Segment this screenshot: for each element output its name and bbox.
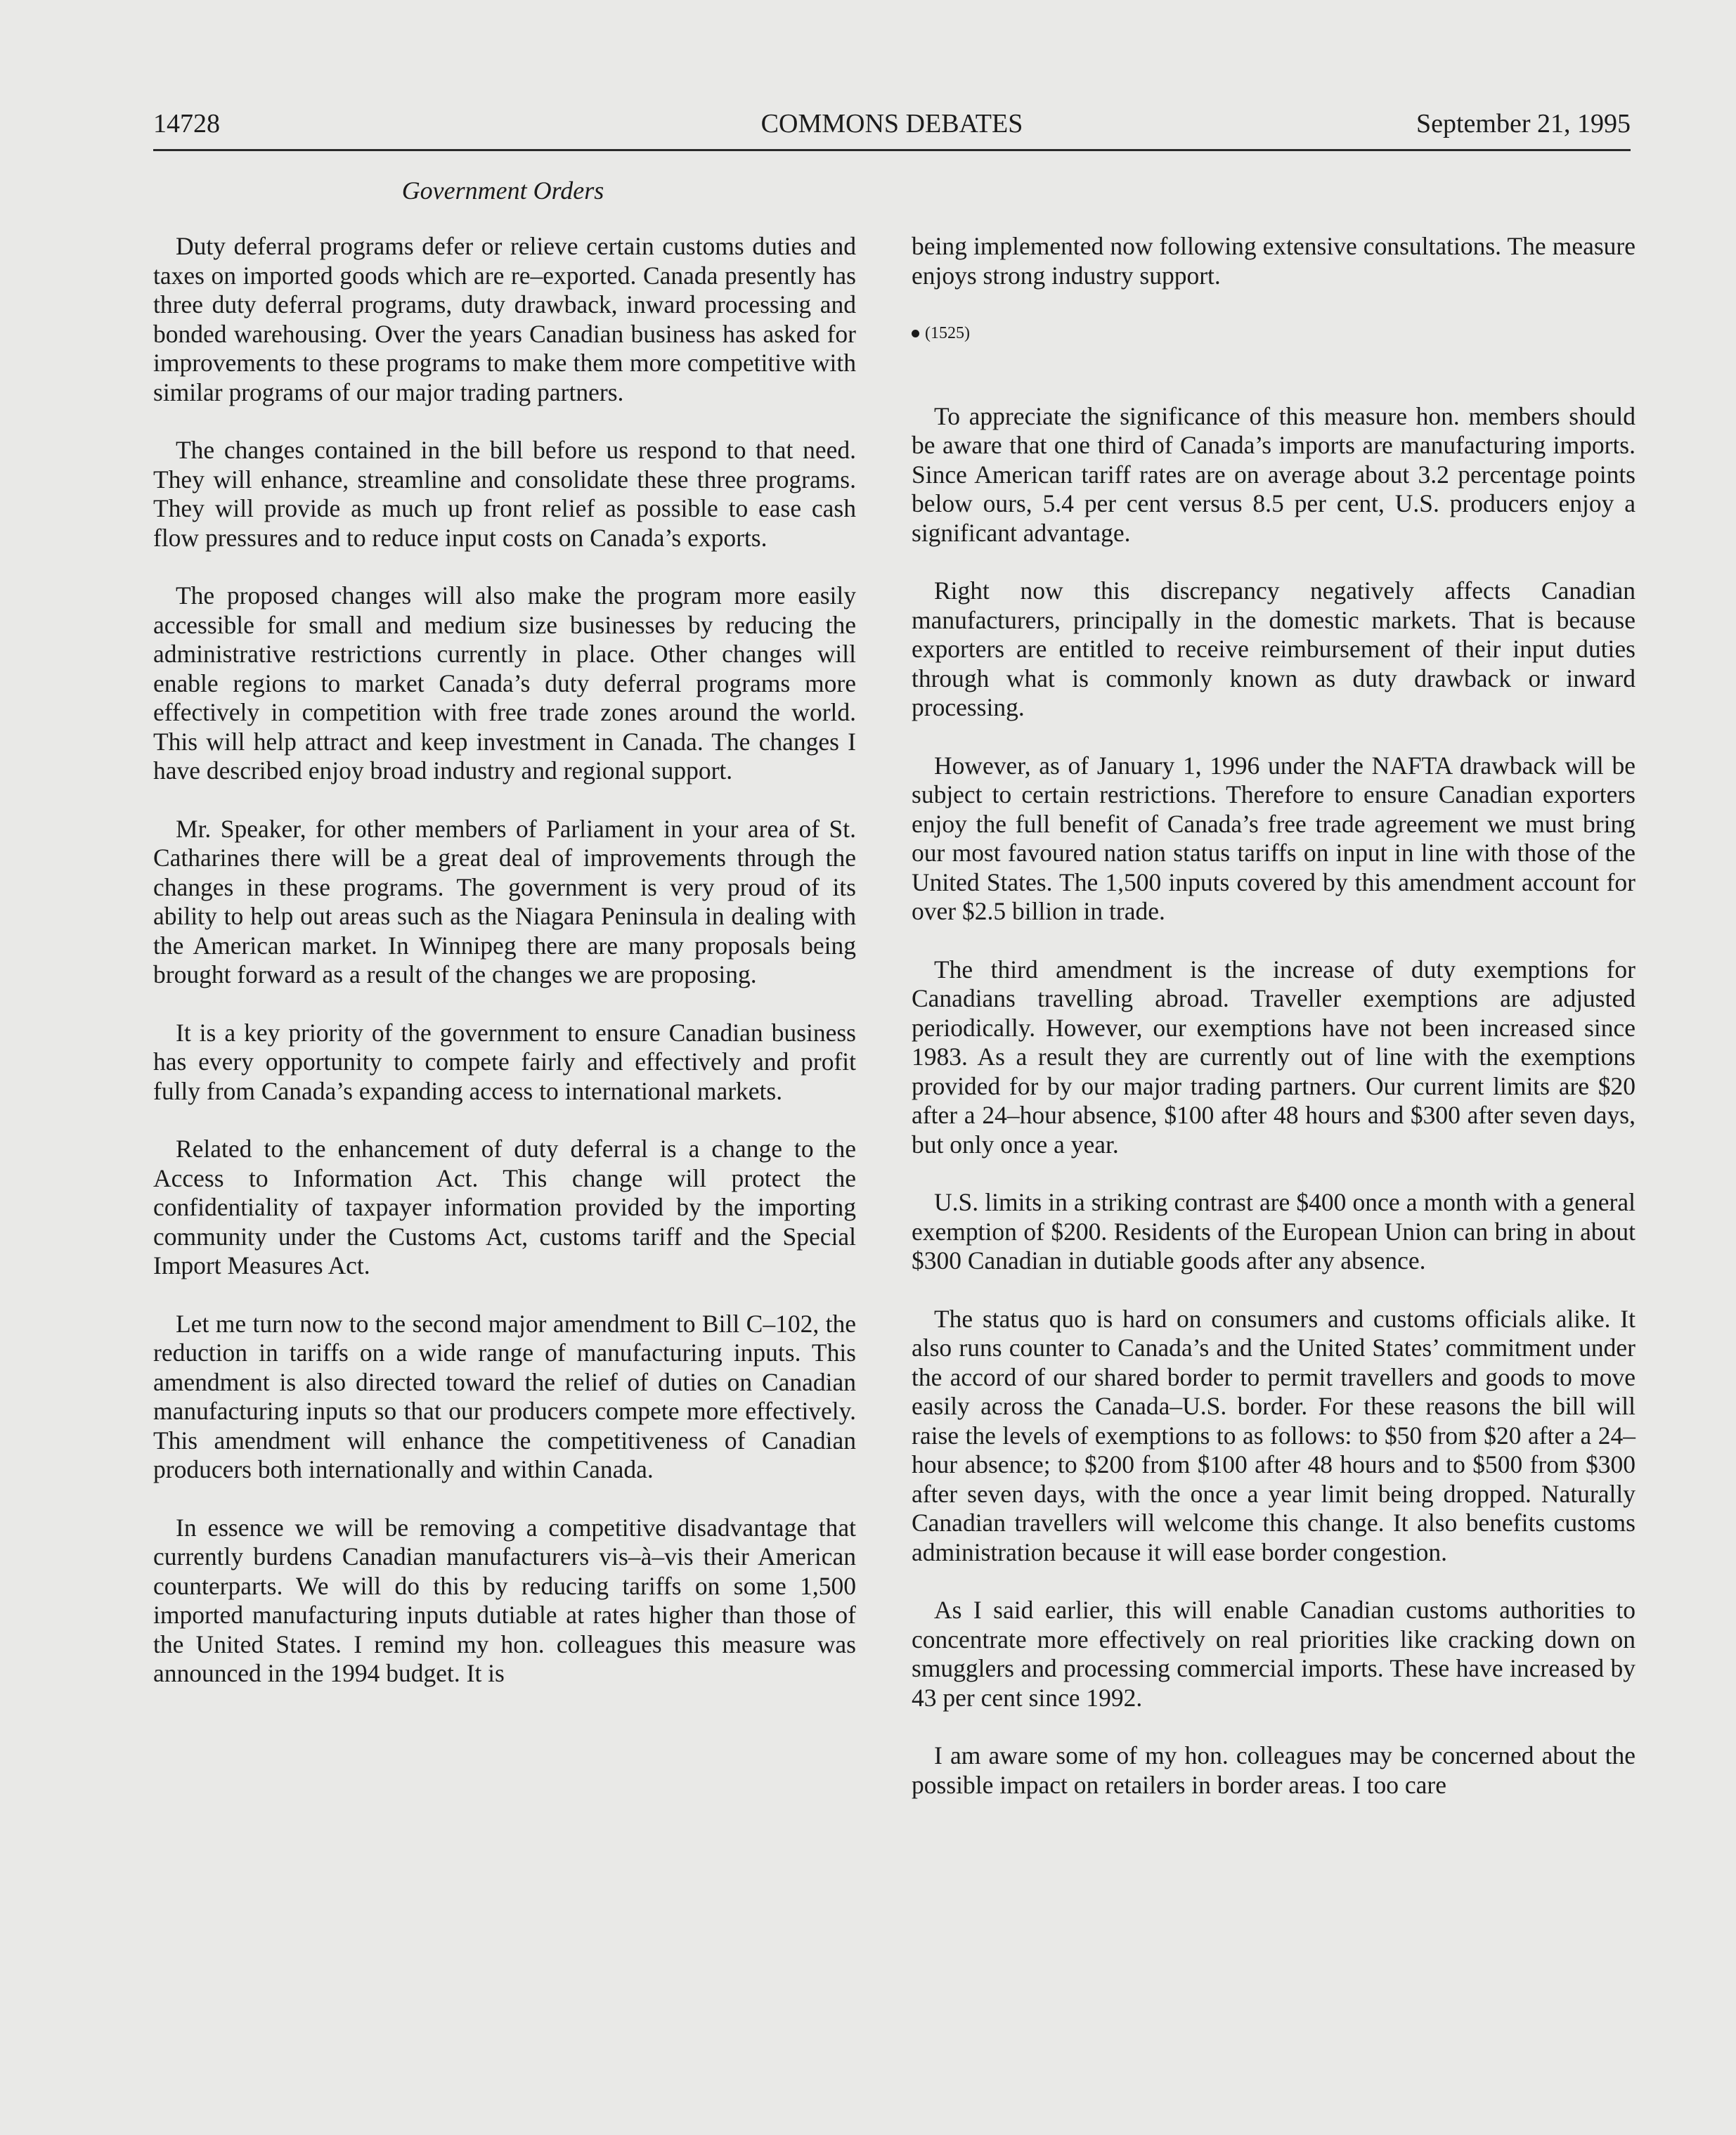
continuation-paragraph: being implemented now following extensive consultations. The measure enjoys strong industry support. bbox=[912, 232, 1635, 290]
paragraph: Related to the enhancement of duty deferral is a change to the Access to Information Act. This change will protect the confidentiality of taxpayer information provided by the importing community under the Customs Act, customs tariff and the Special Import Measures Act. bbox=[153, 1135, 856, 1279]
paragraph: The changes contained in the bill before us respond to that need. They will enhance, streamline and consolidate these three programs. They will provide as much up front relief as possible to ease cash flow pressures and to reduce input costs on Canada’s exports. bbox=[153, 436, 856, 552]
paragraph: However, as of January 1, 1996 under the NAFTA drawback will be subject to certain restrictions. Therefore to ensure Canadian exporters enjoy the full benefit of Canada’s free trade agreement we must bring our most favoured nation status tariffs on input in line with those of the United States. The 1,500 inputs covered by this amendment account for over $2.5 billion in trade. bbox=[912, 751, 1635, 925]
paragraph: Right now this discrepancy negatively affects Canadian manufacturers, principally in the domestic markets. That is because exporters are entitled to receive reimbursement of their input duties through what is commonly known as duty drawback or inward processing. bbox=[912, 576, 1635, 721]
paragraph: Mr. Speaker, for other members of Parliament in your area of St. Catharines there will be a great deal of improvements through the changes in these programs. The government is very proud of its ability to help out areas such as the Niagara Peninsula in dealing with the American market. In Winnipeg there are many proposals being brought forward as a result of the changes we are proposing. bbox=[153, 814, 856, 988]
publication-title: COMMONS DEBATES bbox=[760, 109, 1023, 138]
paragraph: Let me turn now to the second major amendment to Bill C–102, the reduction in tariffs on a wide range of manufacturing inputs. This amendment is also directed toward the relief of duties on Canadian manufacturing inputs so that our producers compete more effectively. This amendment will enhance the competitiveness of Canadian producers both internationally and within Canada. bbox=[153, 1309, 856, 1483]
left-column bbox=[153, 232, 856, 1717]
publication-date: September 21, 1995 bbox=[1416, 109, 1631, 138]
paragraph: In essence we will be removing a competitive disadvantage that currently burdens Canadian manufacturers vis–à–vis their American counterparts. We will do this by reducing tariffs on some 1,500 imported manufacturing inputs dutiable at rates higher than those of the United States. I remind my hon. colleagues this measure was announced in the 1994 budget. It is bbox=[153, 1513, 856, 1687]
header-rule bbox=[153, 149, 1631, 151]
paragraph: Duty deferral programs defer or relieve certain customs duties and taxes on imported goods which are re–exported. Canada presently has three duty deferral programs, duty drawback, inward processing and bonded warehousing. Over the years Canadian business has asked for improvements to these programs to make them more competitive with similar programs of our major trading partners. bbox=[153, 232, 856, 406]
right-column bbox=[912, 232, 1635, 1828]
paragraph: To appreciate the significance of this measure hon. members should be aware that one third of Canada’s imports are manufacturing imports. Since American tariff rates are on average about 3.2 percentage points below ours, 5.4 per cent versus 8.5 per cent, U.S. producers enjoy a significant advantage. bbox=[912, 401, 1635, 547]
bullet-icon bbox=[912, 330, 919, 337]
paragraph: I am aware some of my hon. colleagues may be concerned about the possible impact on retailers in border areas. I too care bbox=[912, 1741, 1635, 1799]
section-title: Government Orders bbox=[401, 176, 604, 205]
paragraph: The third amendment is the increase of duty exemptions for Canadians travelling abroad. Traveller exemptions are adjusted periodically. However, our exemptions have not been increased since 1983. As a result they are currently out of line with the exemptions provided for by our major trading partners. Our current limits are $20 after a 24–hour absence, $100 after 48 hours and $300 after seven days, but only once a year. bbox=[912, 955, 1635, 1159]
page-header bbox=[153, 108, 1631, 149]
timestamp-text: (1525) bbox=[925, 324, 970, 342]
paragraph: It is a key priority of the government to ensure Canadian business has every opportunity to compete fairly and effectively and profit fully from Canada’s expanding access to international markets. bbox=[153, 1018, 856, 1105]
time-marker bbox=[912, 319, 1635, 349]
page-number: 14728 bbox=[153, 109, 220, 138]
paragraph: The proposed changes will also make the program more easily accessible for small and medium size businesses by reducing the administrative restrictions currently in place. Other changes will enable regions to market Canada’s duty deferral programs more effectively in competition with free trade zones around the world. This will help attract and keep investment in Canada. The changes I have described enjoy broad industry and regional support. bbox=[153, 581, 856, 785]
paragraph: U.S. limits in a striking contrast are $400 once a month with a general exemption of $200. Residents of the European Union can bring in about $300 Canadian in dutiable goods after any absence. bbox=[912, 1188, 1635, 1275]
paragraph: As I said earlier, this will enable Canadian customs authorities to concentrate more effectively on real priorities like cracking down on smugglers and processing commercial imports. These have increased by 43 per cent since 1992. bbox=[912, 1596, 1635, 1712]
paragraph: The status quo is hard on consumers and customs officials alike. It also runs counter to Canada’s and the United States’ commitment under the accord of our shared border to permit travellers and goods to move easily across the Canada–U.S. border. For these reasons the bill will raise the levels of exemptions to as follows: to $50 from $20 after a 24–hour absence; to $200 from $100 after 48 hours and to $500 from $300 after seven days, with the once a year limit being dropped. Naturally Canadian travellers will welcome this change. It also benefits customs administration because it will ease border congestion. bbox=[912, 1304, 1635, 1566]
